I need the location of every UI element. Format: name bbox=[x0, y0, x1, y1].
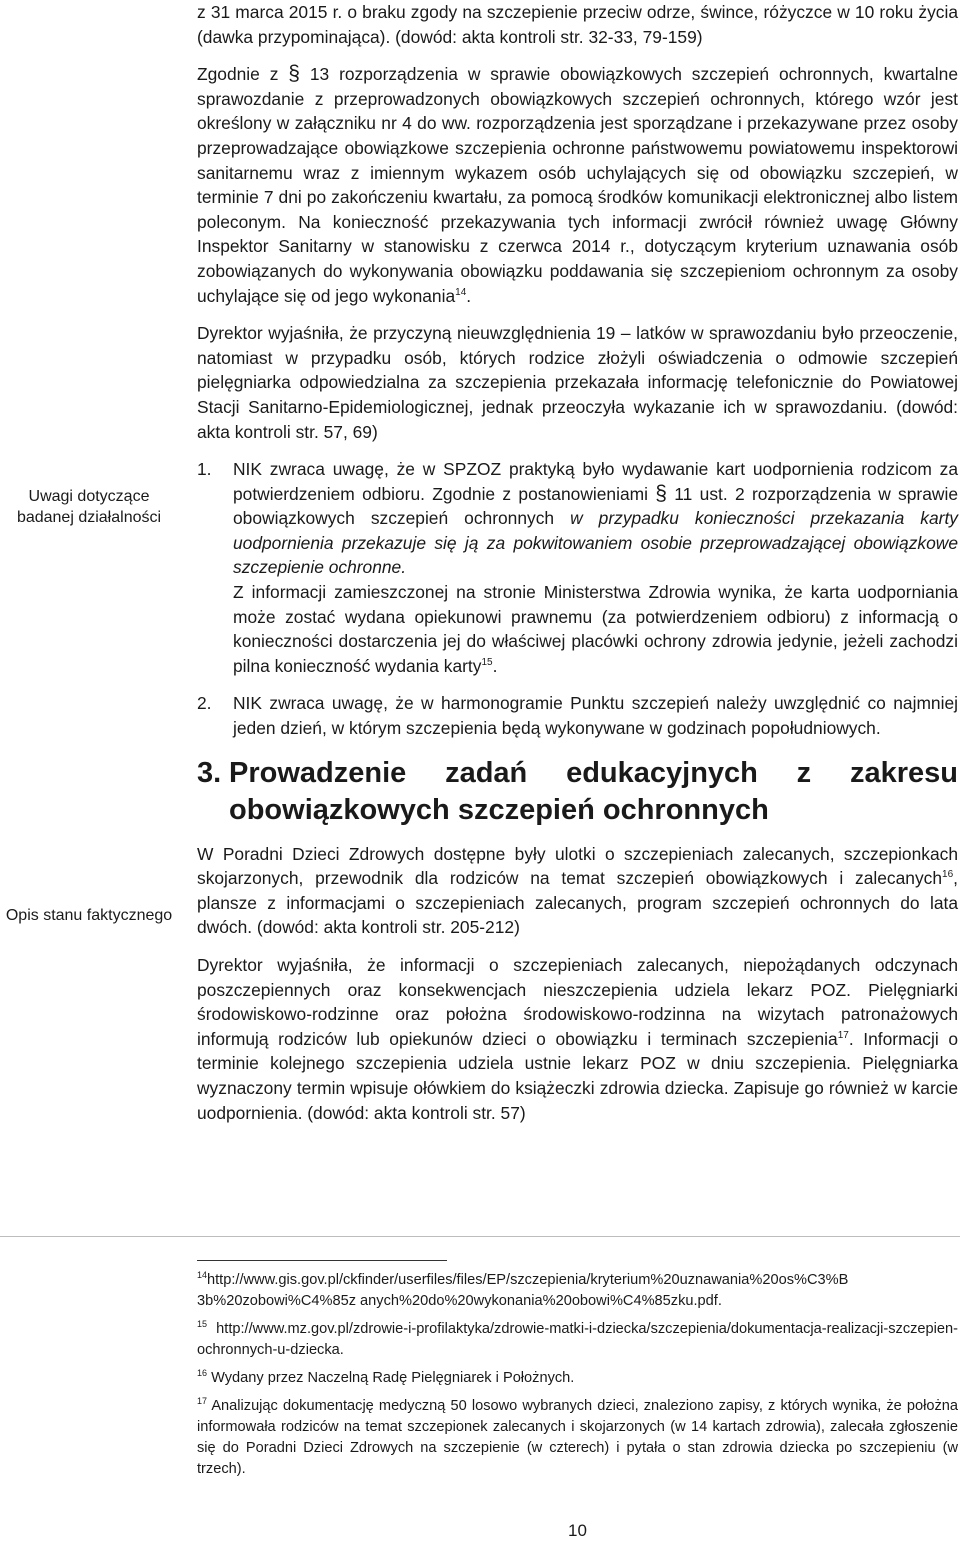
main-content bbox=[197, 0, 958, 1125]
page-number: 10 bbox=[568, 1521, 587, 1540]
remark-item-2: 2. NIK zwraca uwagę, że w harmonogramie Punktu szczepień należy uwzględnić co najmniej jeden dzień, w którym szczepienia będą wykonywane w godzinach popołudniowych. bbox=[197, 693, 958, 739]
footnote-15: $^{15}$ http://www.mz.gov.pl/zdrowie-i-profilaktyka/zdrowie-matki-i-dziecka/szczepienia/dokumentacja-realizacji-szczepien-ochronnych-u-dziecka. bbox=[197, 1319, 958, 1358]
page-divider bbox=[0, 1236, 960, 1237]
footnote-separator bbox=[197, 1260, 447, 1261]
footnote-17: $^{17}$ Analizując dokumentację medyczną 50 losowo wybranych dzieci, znaleziono zapisy, z których wynika, że położna informowała rodziców na temat szczepionek zalecanych i skojarzonych (w 14 kartach zdrowia), zalecała zgłoszenie się do Poradni Dzieci Zdrowych na szczepienie (w czterech) i pytała o stan zdrowia dziecka po szczepieniu (w trzech). bbox=[197, 1396, 958, 1477]
footnote-14: $^{14}$http://www.gis.gov.pl/ckfinder/userfiles/files/EP/szczepienia/kryterium%20uznawania%20os%C3%B 3b%20zobowi%C4%85z anych%20do%20wykonania%20obowi%C4%85zku.pdf. bbox=[197, 1270, 849, 1309]
footnote-ref-16: 16 bbox=[942, 869, 954, 881]
paragraph-director-explanation: Dyrektor wyjaśniła, że przyczyną nieuwzględnienia 19 – latków w sprawozdaniu było przeoczenie, natomiast w przypadku osób, których rodzice złożyli oświadczenia o odmowie szczepień pielęgniarka odpowiedzialna za szczepienia przekazała informację telefonicznie do Powiatowej Stacji Sanitarno-Epidemiologicznej, jednak przeoczyła wykazanie ich w sprawozdaniu. (dowód: akta kontroli str. 57, 69) bbox=[197, 323, 958, 442]
sidebar-facts-label: Opis stanu faktycznego bbox=[5, 907, 173, 924]
section-sign: § bbox=[288, 62, 300, 86]
section-title-line-2: obowiązkowych szczepień ochronnych bbox=[229, 793, 769, 826]
footnotes bbox=[197, 1270, 958, 1487]
sidebar-remarks-label: Uwagi dotyczące badanej działalności bbox=[16, 488, 162, 526]
paragraph-director-info: Dyrektor wyjaśniła, że informacji o szczepieniach zalecanych, niepożądanych odczynach poszczepiennych oraz konsekwencjach nieszczepienia udziela lekarz POZ. Pielęgniarki środowiskowo-rodzinne oraz położna środowiskowo-rodzinna na wizytach patronażowych informują rodziców lub opiekunów dzieci o obowiązku i terminach szczepienia$^{17}$. Informacji o terminie kolejnego szczepienia udziela ustnie lekarz POZ w dniu szczepienia. Pielęgniarka wyznaczony termin wpisuje ołówkiem do książeczki zdrowia dziecka. Zapisuje go również w karcie uodpornienia. (dowód: akta kontroli str. 57) bbox=[197, 955, 958, 1123]
remark-number: 2. bbox=[197, 693, 212, 714]
paragraph-report-rules: Zgodnie z § 13 rozporządzenia w sprawie obowiązkowych szczepień ochronnych, kwartalne sprawozdanie z przeprowadzonych obowiązkowych szczepień ochronnych, którego wzór jest określony w załączniku nr 4 do ww. rozporządzenia jest sporządzane i przekazywane przez osoby przeprowadzające obowiązkowe szczepienia ochronne państwowemu powiatowemu inspektorowi sanitarnemu wraz z imiennym wykazem osób uchylających się od obowiązku szczepień, w terminie 7 dni po zakończeniu kwartału, za pomocą środków komunikacji elektronicznej albo listem poleconym. Na konieczność przekazywania tych informacji zwrócił również uwagę Główny Inspektor Sanitarny w stanowisku z czerwca 2014 r., dotyczącym kryterium uznawania osób zobowiązanych do wykonywania obowiązku poddawania się szczepieniom ochronnym za osoby uchylające się od jego wykonania$^{14}$. bbox=[197, 62, 958, 306]
footnote-16: $^{16}$ Wydany przez Naczelną Radę Pielęgniarek i Położnych. bbox=[197, 1368, 575, 1386]
section-sign: § bbox=[655, 481, 667, 505]
section-title-line-1: Prowadzenie zadań edukacyjnych z zakresu bbox=[229, 756, 958, 789]
footnote-ref-14: 14 bbox=[455, 286, 467, 298]
section-number: 3. bbox=[197, 756, 222, 789]
footnote-ref-17: 17 bbox=[837, 1029, 849, 1041]
remark-number: 1. bbox=[197, 459, 212, 480]
paragraph-leaflets: W Poradni Dzieci Zdrowych dostępne były ulotki o szczepieniach zalecanych, szczepionkach skojarzonych, przewodnik dla rodziców na temat szczepień obowiązkowych i zalecanych$^{16}$, plansze z informacjami o szczepieniach zalecanych, program szczepień ochronnych do lata dwóch. (dowód: akta kontroli str. 205-212) bbox=[197, 843, 958, 938]
footnote-ref-15: 15 bbox=[481, 657, 493, 669]
remark-item-1: 1. NIK zwraca uwagę, że w SPZOZ praktyką było wydawanie kart uodpornienia rodzicom za potwierdzeniem odbioru. Zgodnie z postanowieniami § 11 ust. 2 rozporządzenia w sprawie obowiązkowych szczepień ochronnych w przypadku konieczności przekazania karty uodpornienia przekazuje się ją za pokwitowaniem osobie przeprowadzającej obowiązkowe szczepienie ochronne. Z informacji zamieszczonej na stronie Ministerstwa Zdrowia wynika, że karta uodporniania może zostać wydana opiekunowi prawnemu (za potwierdzeniem odbioru) z informacją o konieczności dostarczenia jej do właściwej placówki ochrony zdrowia jedynie, jeżeli zachodzi pilna konieczność wydania karty$^{15}$. bbox=[197, 459, 958, 676]
section-heading bbox=[197, 755, 958, 829]
quoted-regulation: w przypadku konieczności przekazania karty uodpornienia przekazuje się ją za pokwitowaniem osobie przeprowadzającej obowiązkowe szczepienie ochronne. bbox=[233, 508, 958, 578]
intro-paragraph: z 31 marca 2015 r. o braku zgody na szczepienie przeciw odrze, śwince, różyczce w 10 roku życia (dawka przypominająca). (dowód: akta kontroli str. 32-33, 79-159) bbox=[197, 2, 958, 47]
